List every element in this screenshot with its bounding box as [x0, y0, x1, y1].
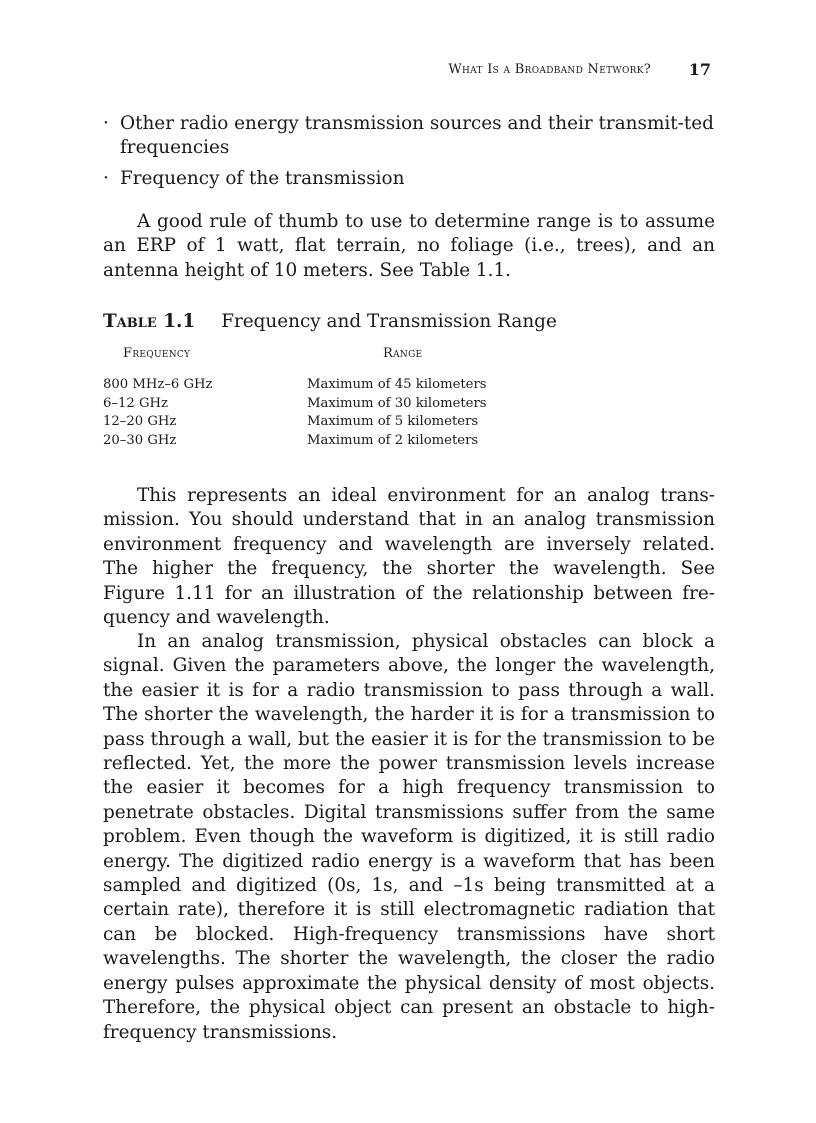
frequency-range-table	[103, 346, 715, 450]
table-header-row	[103, 346, 715, 368]
cell-range: Maximum of 30 kilometers	[307, 395, 487, 411]
bullet-list	[103, 112, 715, 198]
column-header-range: Range	[383, 346, 423, 361]
list-item	[103, 167, 715, 191]
paragraph-ideal-environment: This represents an ideal environment for an analog trans-mission. You should understand that in an analog transmission environment frequency and wavelength are inversely related. The higher the frequency, the shorter the wavelength. See Figure 1.11 for an illustration of the relationship between fre-quency and wavelength.	[103, 485, 715, 629]
page-header	[103, 60, 715, 82]
paragraph-range-rule: A good rule of thumb to use to determine range is to assume an ERP of 1 watt, flat terrain, no foliage (i.e., trees), and an antenna height of 10 meters. See Table 1.1.	[103, 211, 715, 281]
cell-range: Maximum of 45 kilometers	[307, 377, 487, 392]
table-title: Frequency and Transmission Range	[221, 311, 557, 332]
cell-frequency: 800 MHz–6 GHz	[103, 377, 213, 392]
cell-frequency: 20–30 GHz	[103, 432, 177, 448]
cell-frequency: 6–12 GHz	[103, 395, 168, 411]
table-row	[103, 413, 715, 432]
table-caption	[103, 310, 715, 334]
bullet-icon: ·	[103, 113, 109, 134]
cell-range: Maximum of 2 kilometers	[307, 432, 479, 448]
running-title: What Is a Broadband Network?	[448, 62, 651, 77]
table-body	[103, 376, 715, 450]
table-row	[103, 395, 715, 414]
cell-range: Maximum of 5 kilometers	[307, 414, 479, 430]
list-item	[103, 112, 715, 160]
table-row	[103, 376, 715, 395]
table-row	[103, 432, 715, 451]
paragraph-physical-obstacles: In an analog transmission, physical obstacles can block a signal. Given the parameters above, the longer the wavelength, the easier it is for a radio transmission to pass through a wall. The shorter the wavelength, the harder it is for a transmission to pass through a wall, but the easier it is for the transmission to be reflected. Yet, the more the power transmission levels increase the easier it becomes for a high frequency transmission to penetrate obstacles. Digital transmissions suffer from the same problem. Even though the waveform is digitized, it is still radio energy. The digitized radio energy is a waveform that has been sampled and digitized (0s, 1s, and –1s being transmitted at a certain rate), therefore it is still electromagnetic radiation that can be blocked. High-frequency transmissions have short wavelengths. The shorter the wavelength, the closer the radio energy pulses approximate the physical density of most objects. Therefore, the physical object can present an obstacle to high-frequency transmissions.	[103, 631, 715, 1043]
column-header-frequency: Frequency	[123, 346, 191, 361]
cell-frequency: 12–20 GHz	[103, 414, 177, 430]
page-number: 17	[688, 60, 711, 79]
table-label: Table 1.1	[103, 311, 196, 332]
list-item-text: Other radio energy transmission sources and their transmit-ted frequencies	[120, 113, 714, 158]
bullet-icon: ·	[103, 168, 109, 189]
list-item-text: Frequency of the transmission	[120, 168, 405, 189]
